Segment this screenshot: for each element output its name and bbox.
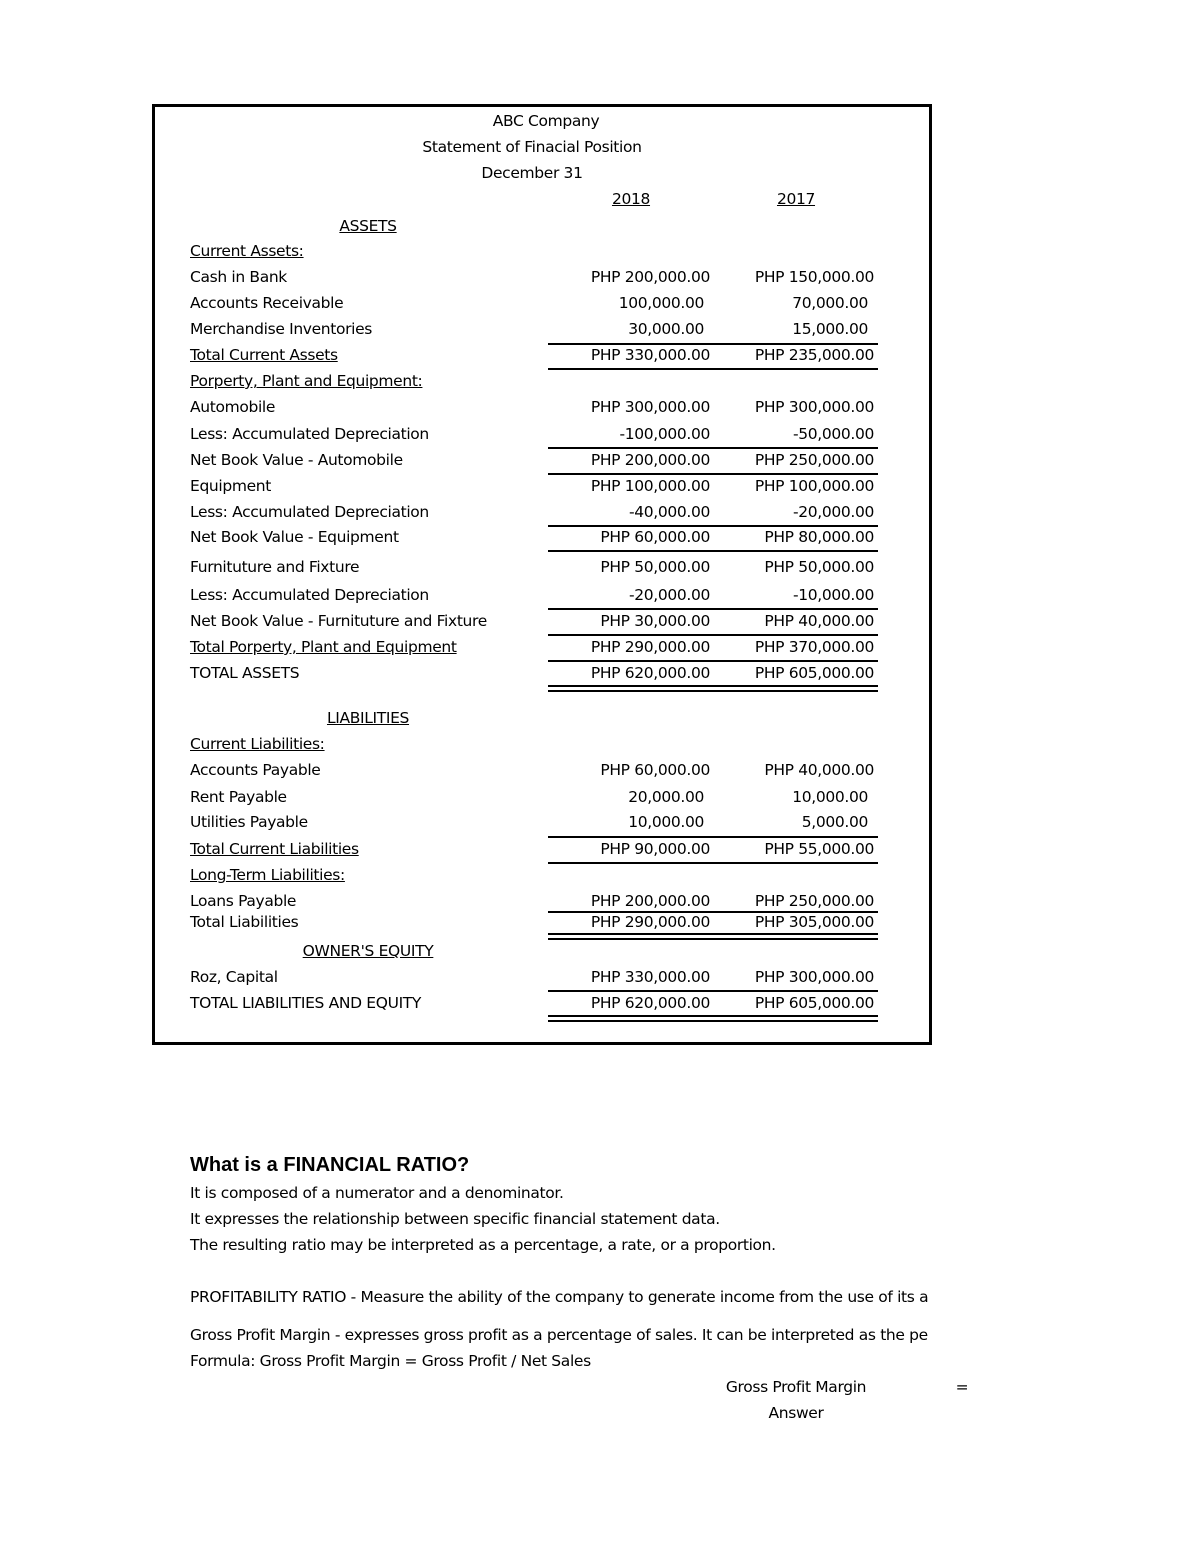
value-2017-accounts-payable: PHP 40,000.00 (764, 761, 874, 779)
subtotal-rule (548, 343, 878, 345)
value-2018-total-liabilities-and-equity: PHP 620,000.00 (590, 994, 710, 1012)
gpm-description-clip (190, 1326, 988, 1344)
value-2018-accum-dep-furniture: -20,000.00 (629, 586, 710, 604)
value-2018-accum-dep-equipment: -40,000.00 (629, 503, 710, 521)
value-2017-furniture: PHP 50,000.00 (764, 558, 874, 576)
row-label-cash: Cash in Bank (190, 268, 287, 286)
value-2018-capital: PHP 330,000.00 (590, 968, 710, 986)
row-label-nbv-automobile: Net Book Value - Automobile (190, 451, 403, 469)
grand-total-double-rule (548, 685, 878, 692)
row-label-total-assets: TOTAL ASSETS (190, 664, 300, 682)
row-label-equipment: Equipment (190, 477, 271, 495)
value-2017-total-ppe: PHP 370,000.00 (754, 638, 874, 656)
value-2018-accum-dep-automobile: -100,000.00 (619, 425, 710, 443)
value-2018-total-ppe: PHP 290,000.00 (590, 638, 710, 656)
value-2018-total-current-liabilities: PHP 90,000.00 (600, 840, 710, 858)
row-label-automobile: Automobile (190, 398, 276, 416)
gpm-formula: Formula: Gross Profit Margin = Gross Profit / Net Sales (190, 1352, 591, 1370)
ratio-definition-line-2: It expresses the relationship between specific financial statement data. (190, 1210, 720, 1228)
current-liabilities-heading: Current Liabilities: (190, 735, 325, 753)
profitability-clip (190, 1288, 988, 1306)
subtotal-rule (548, 660, 878, 662)
value-2017-loans-payable: PHP 250,000.00 (754, 892, 874, 910)
row-label-accum-dep-equipment: Less: Accumulated Depreciation (190, 503, 429, 521)
current-assets-heading: Current Assets: (190, 242, 304, 260)
value-2017-accounts-receivable: 70,000.00 (792, 294, 868, 312)
column-header-2017: 2017 (776, 190, 816, 208)
gpm-label: Gross Profit Margin (725, 1378, 867, 1396)
value-2018-equipment: PHP 100,000.00 (590, 477, 710, 495)
value-2017-utilities-payable: 5,000.00 (801, 813, 868, 831)
value-2017-equipment: PHP 100,000.00 (754, 477, 874, 495)
row-label-accounts-payable: Accounts Payable (190, 761, 321, 779)
value-2018-nbv-automobile: PHP 200,000.00 (590, 451, 710, 469)
value-2017-rent-payable: 10,000.00 (792, 788, 868, 806)
total-rule (548, 862, 878, 864)
row-label-total-liabilities: Total Liabilities (190, 913, 299, 931)
ppe-heading: Porperty, Plant and Equipment: (190, 372, 423, 390)
row-label-nbv-furniture: Net Book Value - Furnituture and Fixture (190, 612, 487, 630)
row-label-utilities-payable: Utilities Payable (190, 813, 308, 831)
liabilities-heading: LIABILITIES (326, 709, 410, 727)
statement-title: Statement of Finacial Position (422, 138, 642, 156)
row-label-total-current-liabilities: Total Current Liabilities (190, 840, 359, 858)
value-2017-total-assets: PHP 605,000.00 (754, 664, 874, 682)
subtotal-rule (548, 634, 878, 636)
statement-date: December 31 (481, 164, 583, 182)
value-2018-total-current-assets: PHP 330,000.00 (590, 346, 710, 364)
value-2018-merchandise-inventories: 30,000.00 (628, 320, 704, 338)
subtotal-rule (548, 473, 878, 475)
total-rule (548, 368, 878, 370)
value-2017-total-liabilities: PHP 305,000.00 (754, 913, 874, 931)
value-2018-nbv-equipment: PHP 60,000.00 (600, 528, 710, 546)
value-2018-loans-payable: PHP 200,000.00 (590, 892, 710, 910)
value-2017-total-current-assets: PHP 235,000.00 (754, 346, 874, 364)
row-label-total-ppe: Total Porperty, Plant and Equipment (190, 638, 457, 656)
value-2018-automobile: PHP 300,000.00 (590, 398, 710, 416)
row-label-total-liabilities-and-equity: TOTAL LIABILITIES AND EQUITY (190, 994, 422, 1012)
row-label-furniture: Furnituture and Fixture (190, 558, 360, 576)
subtotal-rule (548, 836, 878, 838)
subtotal-rule (548, 550, 878, 552)
gpm-equals-sign: = (955, 1378, 969, 1396)
ratio-definition-line-1: It is composed of a numerator and a denominator. (190, 1184, 564, 1202)
value-2017-total-current-liabilities: PHP 55,000.00 (764, 840, 874, 858)
value-2017-automobile: PHP 300,000.00 (754, 398, 874, 416)
value-2018-utilities-payable: 10,000.00 (628, 813, 704, 831)
row-label-accum-dep-furniture: Less: Accumulated Depreciation (190, 586, 429, 604)
value-2017-nbv-automobile: PHP 250,000.00 (754, 451, 874, 469)
value-2018-accounts-payable: PHP 60,000.00 (600, 761, 710, 779)
value-2018-furniture: PHP 50,000.00 (600, 558, 710, 576)
row-label-loans-payable: Loans Payable (190, 892, 297, 910)
value-2017-capital: PHP 300,000.00 (754, 968, 874, 986)
subtotal-rule (548, 447, 878, 449)
value-2018-total-liabilities: PHP 290,000.00 (590, 913, 710, 931)
value-2017-accum-dep-furniture: -10,000.00 (793, 586, 874, 604)
financial-ratio-question: What is a FINANCIAL RATIO? (190, 1154, 470, 1176)
row-label-nbv-equipment: Net Book Value - Equipment (190, 528, 399, 546)
grand-total-double-rule (548, 1015, 878, 1022)
answer-label: Answer (768, 1404, 824, 1422)
value-2017-nbv-furniture: PHP 40,000.00 (764, 612, 874, 630)
owners-equity-heading: OWNER'S EQUITY (302, 942, 434, 960)
row-label-total-current-assets: Total Current Assets (190, 346, 338, 364)
value-2017-merchandise-inventories: 15,000.00 (792, 320, 868, 338)
grand-total-double-rule (548, 933, 878, 940)
value-2017-accum-dep-automobile: -50,000.00 (793, 425, 874, 443)
gross-profit-margin-description: Gross Profit Margin - expresses gross profit as a percentage of sales. It can be interpreted as the pe (190, 1326, 928, 1344)
subtotal-rule (548, 608, 878, 610)
row-label-accum-dep-automobile: Less: Accumulated Depreciation (190, 425, 429, 443)
value-2018-nbv-furniture: PHP 30,000.00 (600, 612, 710, 630)
value-2018-accounts-receivable: 100,000.00 (618, 294, 704, 312)
value-2018-rent-payable: 20,000.00 (628, 788, 704, 806)
long-term-liabilities-heading: Long-Term Liabilities: (190, 866, 345, 884)
value-2017-total-liabilities-and-equity: PHP 605,000.00 (754, 994, 874, 1012)
row-label-accounts-receivable: Accounts Receivable (190, 294, 344, 312)
row-label-rent-payable: Rent Payable (190, 788, 287, 806)
value-2018-total-assets: PHP 620,000.00 (590, 664, 710, 682)
row-label-merchandise-inventories: Merchandise Inventories (190, 320, 373, 338)
ratio-definition-line-3: The resulting ratio may be interpreted as a percentage, a rate, or a proportion. (190, 1236, 776, 1254)
value-2017-nbv-equipment: PHP 80,000.00 (764, 528, 874, 546)
value-2017-cash: PHP 150,000.00 (754, 268, 874, 286)
value-2017-accum-dep-equipment: -20,000.00 (793, 503, 874, 521)
subtotal-rule (548, 525, 878, 527)
company-name: ABC Company (492, 112, 600, 130)
profitability-ratio-text: PROFITABILITY RATIO - Measure the ability of the company to generate income from the use of its a (190, 1288, 929, 1306)
assets-heading: ASSETS (339, 217, 397, 235)
value-2018-cash: PHP 200,000.00 (590, 268, 710, 286)
column-header-2018: 2018 (611, 190, 651, 208)
row-label-capital: Roz, Capital (190, 968, 278, 986)
subtotal-rule (548, 990, 878, 992)
